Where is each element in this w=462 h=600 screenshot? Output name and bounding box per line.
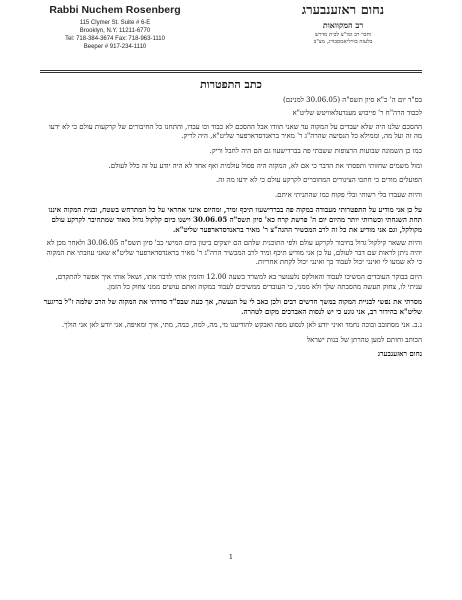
letter-paragraph: הפועלים מודים כי חתכו הצינורים המחוברים לקרקע עולם כי לא ידעו מה זה. [215,176,422,185]
resignation-paragraph: על כן אני מודיע על התפטרותי מעבודה במקוה פה בברדישעוו תיכף ומיד, ומהיום אינני אחראי על כל המתרחש בשטח, ובנית המקוה איננו תחת השגחתי וכשרותי יותר מהיום יום ה' פרשת קרח כא' סיון תשס"ה 30.06.05 וישנו כיום קלקול גדול מאוד שמתחיבר לקרקע עולם מקולקל, וגם אני מודיע את כל זה לרב המכשיר ההגה"צ ר' מאיר בראנדסדארפער שליט"א. [48,205,422,234]
city-line: Brooklyn, N.Y. 11211-6770 [79,28,151,34]
letterhead-hebrew [268,2,418,46]
letterhead-divider [40,70,422,71]
sender-role: רב המקוואות [322,20,364,30]
address-line: 115 Clymer St. Suite # 6-E [79,20,151,26]
signature: נחום ראזענבערג [377,349,422,359]
letter-paragraph-emphasis: מסרתי את נפשי לבניית המקוה במשך חדשים רבים ולכן כאב לי על הנעשה, אך כעת שבס"ד סדרתי את המקוה של הרב שלמה ז"ל בריגער שליט"א בהידור רב, אני גונע כי יש לנסות האברכים מקום לטהרה. [43,297,422,316]
letter-recipient: לכבוד הרה"ח ר' פייבוש מענדעלאוויטש שליט"א [292,109,422,118]
letter-paragraph: ומול משמים שחזותי ותפסתי את הדבר כי אם לא, המקוה היה פסול עולמית ואף אחד לא היה יודע על זה כלל לעולם. [108,161,422,170]
letter-body [40,80,422,359]
letter-title: כתב התפטרות [200,78,262,91]
letter-paragraph: כמו כן השמונה שבועות הרצופות ששבתי פה בברדישעוו גם הם היה לחבל וריק. [209,146,422,155]
letterhead-divider-thin [40,72,422,73]
letterhead-english [40,4,190,51]
page-number: 1 [228,553,234,561]
letter-paragraph: היום בבוקר העובדים המשיכו לעבוד והאולקס נלענוער בא למשרד בשעה 12.00 והזמין אותי לדבר אתו, ושאל אותי איך אפשר להתקדם, עניתי לו, צחוק תעשה מהסבתה שלך ולא ממני, כי העובדים ממשיכים לעבוד במקוה ואתם עושים ממני צחוק כל הזמן. [55,272,422,291]
hebrew-subline: בלעזה בוויליאמסבורג, מצ"ב [313,39,373,45]
postscript: נ.ב. אני מסתובב ובוכה נחמד ואיני יודע לאן לנסוע מפה ואבקש להודיענו מי, מה, למה, כמה, מתי, איך ומאיפה, אני יודע לאן אני הולך. [61,321,422,330]
beeper-line: Beeper # 917-234-1110 [83,44,147,50]
sender-name-english: Rabbi Nuchem Rosenberg [49,4,181,16]
sender-name-hebrew: נחום ראזענבערג [301,3,385,18]
closing-line: הכותב וחותם למען טהרתן של בנות ישראל [306,335,422,344]
phone-fax-line: Tel: 718-384-3674 Fax: 718-963-1110 [65,36,165,42]
letter-paragraph: והיות ששאר קילקול גדול בחיבור לקרקע עולם ולפי התוכנית שלהם הם יוצקים ביטון ביום המישי כב' סיון תשס"ה 30.06.05 ולאחר מכן לא יהיה ניתן לראות שם דבר לעולם, על כן אני מודיע תיכף ומיד לרב המכשיר הרה"ג ר' מאיר בראנדסדארפער שליט"א שאני עוזבתי את המקוה כי לא שמעו לי ואינני יכול לעבוד כך ואינני יכול לקחת אחריות. [46,239,422,267]
hebrew-subline: וחבר רב ומו"צ לבית מדרש [314,32,372,38]
letter-paragraph: ההסכם שלנו היה שלא יעבדים על המקוה עד שאני תוודו אבל ההסכם לא כבוד וכו עבדו, והתחנו כל החיבורים של קרקעות עולם כי לא ידעו מה זה ועל מה, וממילא כל הנסיעה שהרה"ג ר' מאיר בראנדסדארפער שליט"א, היה לריק. [48,122,422,141]
letter-date: בס"ד יום ה' כ"א סיון תשס"ה (30.06.05 למנינם) [283,95,422,104]
letter-paragraph: והיות שעבדו בלי רשותי ובלי פקוח כמו שהתניתי איתם. [274,190,422,199]
